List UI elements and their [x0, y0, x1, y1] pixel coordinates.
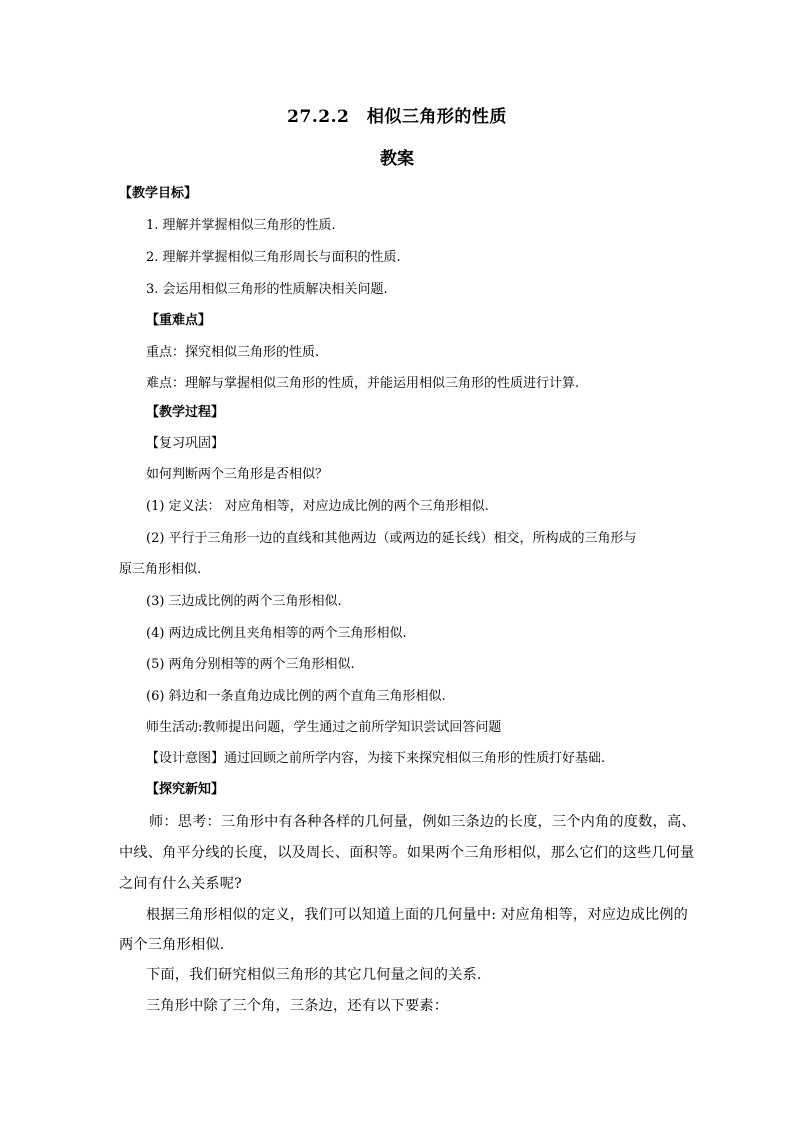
review-item-4: (4) 两边成比例且夹角相等的两个三角形相似. [146, 626, 407, 641]
page-title: 27.2.2 相似三角形的性质 [287, 107, 507, 127]
explore-paragraph-3: 下面，我们研究相似三角形的其它几何量之间的关系. [146, 967, 482, 983]
objective-item-1: 1. 理解并掌握相似三角形的性质. [146, 218, 336, 233]
explore-paragraph-2-line-2: 两个三角形相似. [119, 937, 225, 953]
explore-paragraph-1-line-2: 中线、角平分线的长度，以及周长、面积等。如果两个三角形相似，那么它们的这些几何量 [119, 845, 695, 861]
review-question: 如何判断两个三角形是否相似？ [146, 467, 329, 482]
review-intent: 【设计意图】通过回顾之前所学内容，为接下来探究相似三角形的性质打好基础. [146, 751, 606, 766]
explore-paragraph-4: 三角形中除了三个角，三条边，还有以下要素： [146, 998, 449, 1014]
objective-item-2: 2. 理解并掌握相似三角形周长与面积的性质. [146, 250, 401, 265]
page-subtitle: 教案 [380, 149, 414, 169]
explore-paragraph-2-line-1: 根据三角形相似的定义，我们可以知道上面的几何量中: 对应角相等，对应边成比例的 [146, 907, 689, 923]
explore-paragraph-1-line-1: 师：思考：三角形中有各种各样的几何量，例如三条边的长度，三个内角的度数，高、 [149, 814, 696, 830]
key-point-focus: 重点：探究相似三角形的性质. [146, 345, 320, 360]
review-activity: 师生活动:教师提出问题，学生通过之前所学知识尝试回答问题 [146, 720, 502, 735]
review-item-1: (1) 定义法： 对应角相等，对应边成比例的两个三角形相似. [146, 499, 489, 514]
review-item-2-line-2: 原三角形相似. [119, 562, 202, 577]
explore-paragraph-1-line-3: 之间有什么关系呢? [119, 876, 242, 892]
process-heading: 【教学过程】 [146, 405, 225, 420]
objectives-heading: 【教学目标】 [119, 186, 198, 201]
key-points-heading: 【重难点】 [146, 313, 212, 328]
review-heading: 【复习巩固】 [146, 436, 225, 451]
objective-item-3: 3. 会运用相似三角形的性质解决相关问题. [146, 282, 388, 297]
explore-heading: 【探究新知】 [146, 782, 225, 797]
key-point-difficulty: 难点：理解与掌握相似三角形的性质，并能运用相似三角形的性质进行计算. [146, 376, 580, 391]
review-item-6: (6) 斜边和一条直角边成比例的两个直角三角形相似. [146, 689, 446, 704]
review-item-5: (5) 两角分别相等的两个三角形相似. [146, 657, 355, 672]
review-item-2-line-1: (2) 平行于三角形一边的直线和其他两边（或两边的延长线）相交，所构成的三角形与 [146, 531, 637, 546]
review-item-3: (3) 三边成比例的两个三角形相似. [146, 594, 342, 609]
